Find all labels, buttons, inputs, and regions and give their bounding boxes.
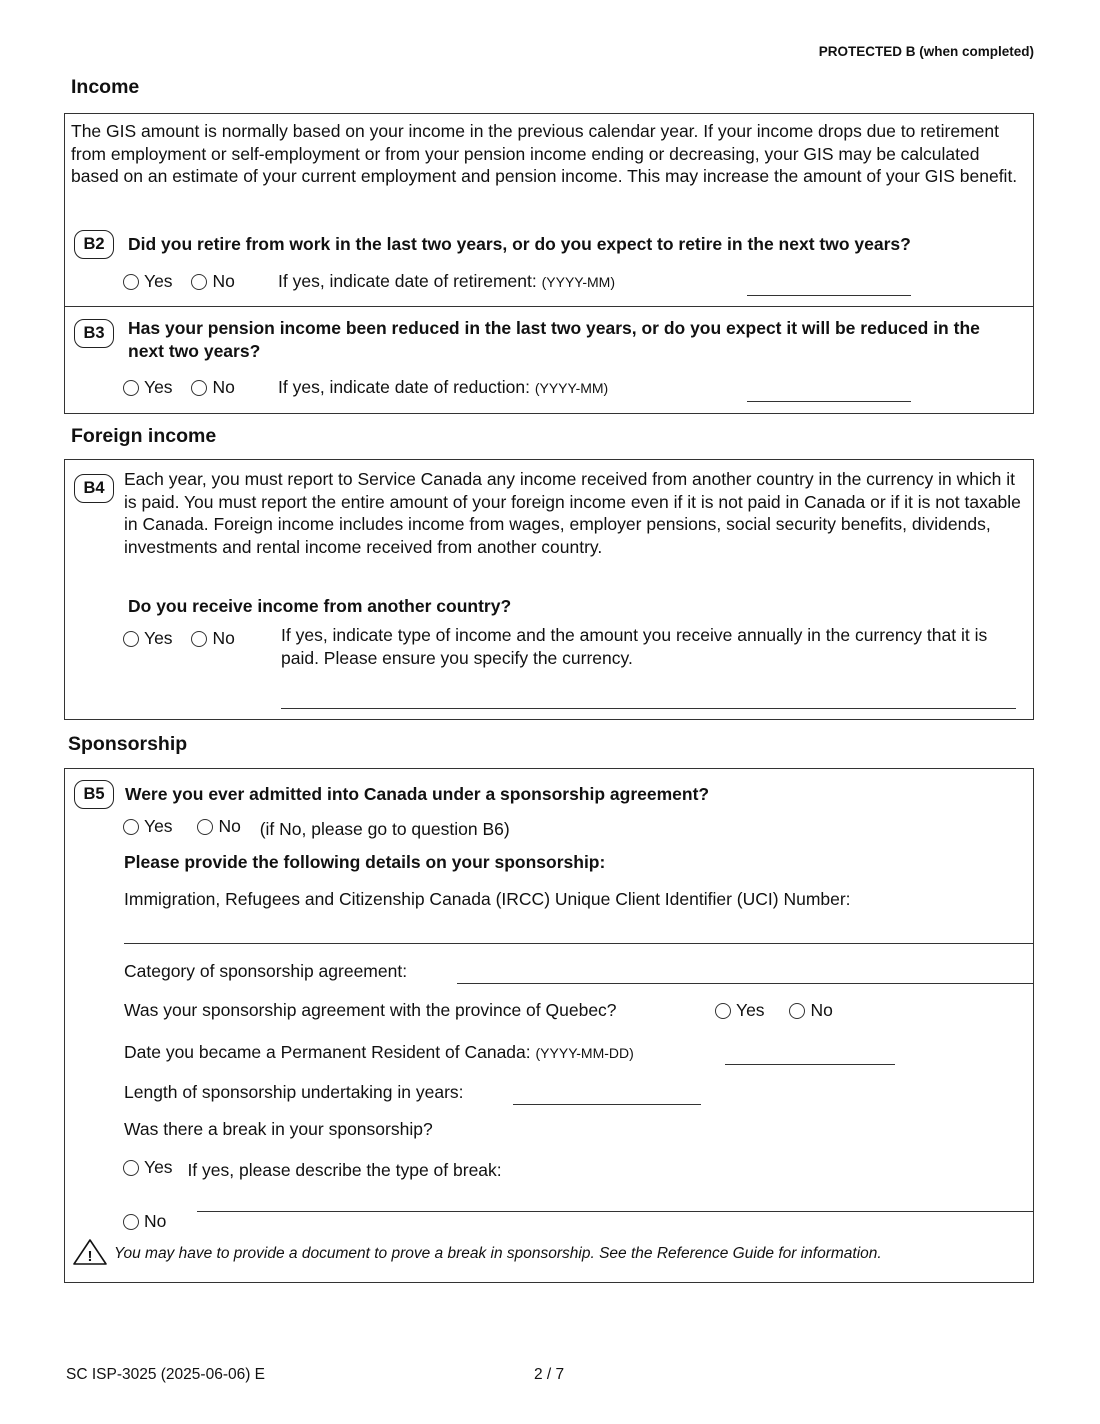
- quebec-yes-option[interactable]: Yes: [715, 1000, 765, 1021]
- quebec-no-radio[interactable]: [789, 1003, 805, 1019]
- b2-date-format: (YYYY-MM): [541, 274, 616, 290]
- b5-question: Were you ever admitted into Canada under a sponsorship agreement?: [125, 784, 710, 804]
- question-badge-b5: B5: [74, 780, 114, 809]
- income-section-title: Income: [71, 76, 140, 98]
- income-intro: The GIS amount is normally based on your income in the previous calendar year. If your income drops due to retirement from employment or self-employment or from your pension income ending or decreasing, your GIS may be calculated based on an estimate of your current employment and pension income. This may increase the amount of your GIS benefit.: [71, 121, 1018, 186]
- b5-skip-note: (if No, please go to question B6): [259, 818, 510, 839]
- pr-date-field[interactable]: [725, 1064, 895, 1065]
- b5-no-radio[interactable]: [197, 819, 213, 835]
- form-id: SC ISP-3025 (2025-06-06) E: [66, 1366, 266, 1383]
- foreign-income-box: [64, 459, 1034, 720]
- page-number: 2 / 7: [534, 1366, 565, 1383]
- break-label: Was there a break in your sponsorship?: [124, 1119, 433, 1139]
- length-label: Length of sponsorship undertaking in years:: [124, 1082, 464, 1102]
- b3-date-prompt: If yes, indicate date of reduction: (YYYY-MM): [278, 377, 609, 397]
- foreign-income-section-title: Foreign income: [71, 425, 217, 447]
- b3-no-radio[interactable]: [191, 380, 207, 396]
- b2-question: Did you retire from work in the last two years, or do you expect to retire in the next two years?: [128, 234, 911, 254]
- break-description-field[interactable]: [197, 1211, 1033, 1212]
- break-yes-row: [123, 1157, 502, 1181]
- sponsorship-warning-text: You may have to provide a document to prove a break in sponsorship. See the Reference Guide for information.: [114, 1245, 882, 1262]
- pr-date-format: (YYYY-MM-DD): [535, 1045, 634, 1061]
- b3-date-format: (YYYY-MM): [534, 380, 609, 396]
- b2-retirement-date-field[interactable]: [747, 295, 911, 296]
- question-badge-b4: B4: [74, 474, 114, 503]
- income-divider: [65, 306, 1033, 307]
- b3-no-option[interactable]: No: [191, 377, 234, 398]
- b3-yes-option[interactable]: Yes: [123, 377, 173, 398]
- b4-foreign-income-field[interactable]: [281, 708, 1016, 709]
- break-no-row: [123, 1211, 166, 1235]
- b4-options: [123, 628, 235, 652]
- uci-label: Immigration, Refugees and Citizenship Canada (IRCC) Unique Client Identifier (UCI) Number:: [124, 889, 851, 909]
- break-prompt: If yes, please describe the type of break:: [187, 1159, 502, 1180]
- b2-options: [123, 271, 235, 295]
- b5-yes-option[interactable]: Yes: [123, 816, 173, 837]
- break-no-radio[interactable]: [123, 1214, 139, 1230]
- b4-prompt: If yes, indicate type of income and the amount you receive annually in the currency that it is paid. Please ensure you specify the currency.: [281, 625, 988, 668]
- quebec-no-option[interactable]: No: [789, 1000, 832, 1021]
- break-yes-radio[interactable]: [123, 1160, 139, 1176]
- break-no-option[interactable]: No: [123, 1211, 166, 1232]
- b3-question: Has your pension income been reduced in the last two years, or do you expect it will be reduced in the next two years?: [128, 318, 980, 361]
- uci-number-field[interactable]: [124, 943, 1033, 944]
- protected-label: PROTECTED B (when completed): [818, 44, 1034, 59]
- b3-reduction-date-field[interactable]: [747, 401, 911, 402]
- b4-yes-option[interactable]: Yes: [123, 628, 173, 649]
- b4-question: Do you receive income from another country?: [128, 596, 512, 616]
- quebec-label: Was your sponsorship agreement with the province of Quebec?: [124, 1000, 617, 1020]
- question-badge-b2: B2: [74, 230, 114, 259]
- b5-no-option[interactable]: No: [197, 816, 240, 837]
- b2-yes-radio[interactable]: [123, 274, 139, 290]
- b5-options: [123, 816, 510, 840]
- sponsorship-section-title: Sponsorship: [68, 733, 188, 755]
- b4-yes-radio[interactable]: [123, 631, 139, 647]
- b4-no-option[interactable]: No: [191, 628, 234, 649]
- category-label: Category of sponsorship agreement:: [124, 961, 408, 981]
- b3-options: [123, 377, 235, 401]
- quebec-options: [715, 1000, 833, 1024]
- warning-icon: [72, 1238, 108, 1271]
- svg-text:!: !: [87, 1248, 93, 1265]
- category-field[interactable]: [457, 983, 1033, 984]
- b5-details-heading: Please provide the following details on your sponsorship:: [124, 852, 606, 872]
- quebec-yes-radio[interactable]: [715, 1003, 731, 1019]
- b2-no-radio[interactable]: [191, 274, 207, 290]
- b3-yes-radio[interactable]: [123, 380, 139, 396]
- income-box: [64, 113, 1034, 414]
- b2-date-prompt: If yes, indicate date of retirement: (YYYY-MM): [278, 271, 616, 291]
- b4-no-radio[interactable]: [191, 631, 207, 647]
- pr-date-label: Date you became a Permanent Resident of Canada: (YYYY-MM-DD): [124, 1042, 634, 1062]
- break-yes-option[interactable]: Yes: [123, 1157, 173, 1178]
- b2-yes-option[interactable]: Yes: [123, 271, 173, 292]
- length-field[interactable]: [513, 1104, 701, 1105]
- sponsorship-box: [64, 768, 1034, 1283]
- b5-yes-radio[interactable]: [123, 819, 139, 835]
- b4-intro: Each year, you must report to Service Canada any income received from another country in the currency in which it is paid. You must report the entire amount of your foreign income even if it is not paid in Canada or if it is not taxable in Canada. Foreign income includes income from wages, employer pensions, social security benefits, dividends, investments and rental income received from another country.: [124, 469, 1021, 557]
- question-badge-b3: B3: [74, 319, 114, 348]
- b2-no-option[interactable]: No: [191, 271, 234, 292]
